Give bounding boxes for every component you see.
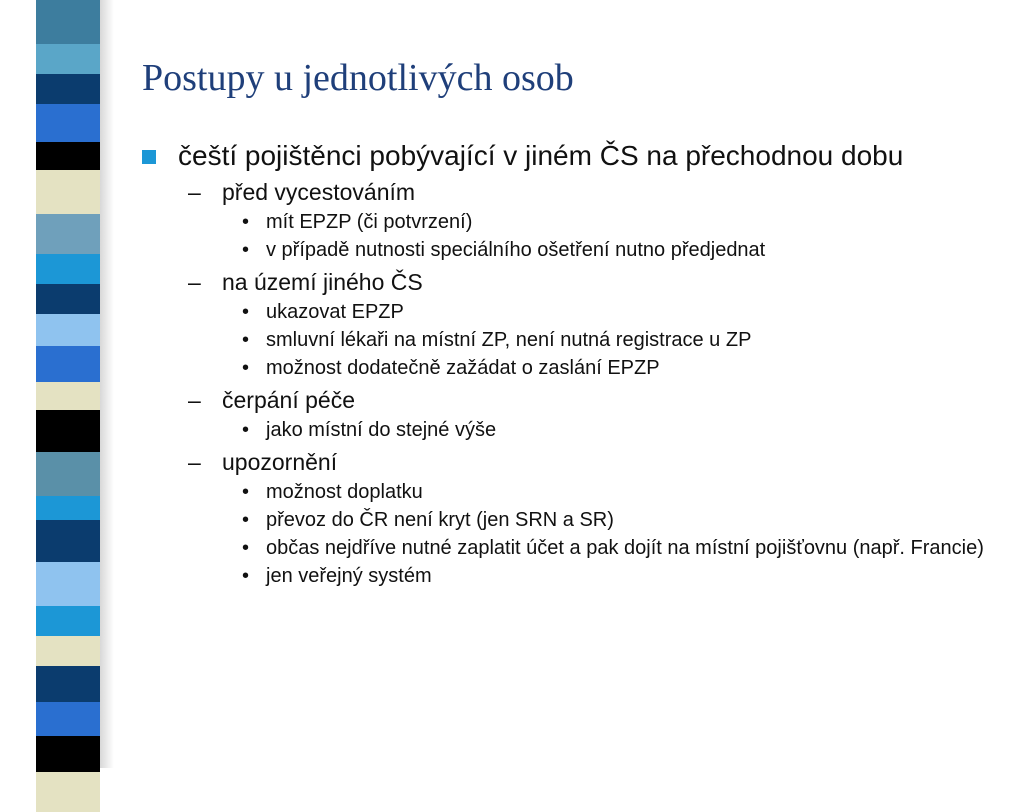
stripe-block bbox=[36, 44, 100, 74]
bullet-level3-text: v případě nutnosti speciálního ošetření nutno předjednat bbox=[266, 239, 766, 261]
stripe-block bbox=[36, 284, 100, 314]
stripe-block bbox=[36, 496, 100, 520]
stripe-block bbox=[36, 382, 100, 410]
decorative-stripe-bar bbox=[0, 0, 120, 768]
bullet-level3-text: převoz do ČR není kryt (jen SRN a SR) bbox=[266, 509, 614, 531]
stripe-block bbox=[36, 142, 100, 170]
stripe-block bbox=[36, 666, 100, 702]
dot-bullet-icon: • bbox=[242, 565, 250, 587]
bullet-level3-text: možnost doplatku bbox=[266, 481, 423, 503]
bullet-level3-text: možnost dodatečně zažádat o zaslání EPZP bbox=[266, 357, 660, 379]
dot-bullet-icon: • bbox=[242, 329, 250, 351]
bullet-level2 bbox=[142, 178, 1002, 206]
stripe-block bbox=[36, 636, 100, 666]
stripe-block bbox=[36, 104, 100, 142]
bullet-level2 bbox=[142, 268, 1002, 296]
stripe-block bbox=[36, 214, 100, 254]
stripe-block bbox=[36, 410, 100, 452]
bullet-level3 bbox=[142, 356, 1002, 380]
bullet-level3-text: občas nejdříve nutné zaplatit účet a pak dojít na místní pojišťovnu (např. Francie) bbox=[266, 537, 984, 559]
stripe-block bbox=[36, 606, 100, 636]
bullet-level1 bbox=[142, 140, 1002, 172]
bullet-level2-text: čerpání péče bbox=[222, 387, 355, 413]
bullet-level3 bbox=[142, 480, 1002, 504]
stripe-block bbox=[36, 736, 100, 772]
bullet-level3-text: smluvní lékaři na místní ZP, není nutná registrace u ZP bbox=[266, 329, 752, 351]
bullet-level3 bbox=[142, 300, 1002, 324]
dot-bullet-icon: • bbox=[242, 211, 250, 233]
dot-bullet-icon: • bbox=[242, 357, 250, 379]
stripe-column bbox=[36, 0, 100, 768]
stripe-block bbox=[36, 702, 100, 736]
bullet-level3-text: jako místní do stejné výše bbox=[266, 419, 497, 441]
bullet-level2-text: upozornění bbox=[222, 449, 338, 475]
bullet-level2-text: na území jiného ČS bbox=[222, 269, 423, 295]
bullet-level3 bbox=[142, 210, 1002, 234]
bullet-level3 bbox=[142, 418, 1002, 442]
bullet-level2 bbox=[142, 448, 1002, 476]
bullet-list bbox=[142, 140, 1002, 590]
dot-bullet-icon: • bbox=[242, 419, 250, 441]
bullet-level3-text: mít EPZP (či potvrzení) bbox=[266, 211, 473, 233]
dot-bullet-icon: • bbox=[242, 301, 250, 323]
bullet-level2 bbox=[142, 386, 1002, 414]
bullet-level2-text: před vycestováním bbox=[222, 179, 416, 205]
dot-bullet-icon: • bbox=[242, 481, 250, 503]
stripe-block bbox=[36, 74, 100, 104]
dot-bullet-icon: • bbox=[242, 537, 250, 559]
stripe-block bbox=[36, 170, 100, 214]
stripe-block bbox=[36, 520, 100, 562]
bullet-level3 bbox=[142, 238, 1002, 262]
stripe-block bbox=[36, 346, 100, 382]
bullet-level3-text: jen veřejný systém bbox=[266, 565, 432, 587]
dot-bullet-icon: • bbox=[242, 509, 250, 531]
bullet-level3 bbox=[142, 328, 1002, 352]
stripe-shadow bbox=[100, 0, 114, 768]
bullet-level3 bbox=[142, 564, 1002, 588]
slide-title: Postupy u jednotlivých osob bbox=[142, 57, 574, 99]
stripe-block bbox=[36, 452, 100, 496]
dash-bullet-icon: – bbox=[188, 179, 201, 205]
stripe-block bbox=[36, 0, 100, 44]
stripe-block bbox=[36, 562, 100, 606]
dash-bullet-icon: – bbox=[188, 269, 201, 295]
dash-bullet-icon: – bbox=[188, 449, 201, 475]
square-bullet-icon bbox=[142, 150, 156, 164]
bullet-level3 bbox=[142, 536, 1002, 560]
bullet-level1-text: čeští pojištěnci pobývající v jiném ČS na přechodnou dobu bbox=[178, 140, 904, 171]
stripe-block bbox=[36, 314, 100, 346]
dash-bullet-icon: – bbox=[188, 387, 201, 413]
bullet-level3 bbox=[142, 508, 1002, 532]
stripe-block bbox=[36, 254, 100, 284]
bullet-level3-text: ukazovat EPZP bbox=[266, 301, 404, 323]
dot-bullet-icon: • bbox=[242, 239, 250, 261]
stripe-block bbox=[36, 772, 100, 812]
